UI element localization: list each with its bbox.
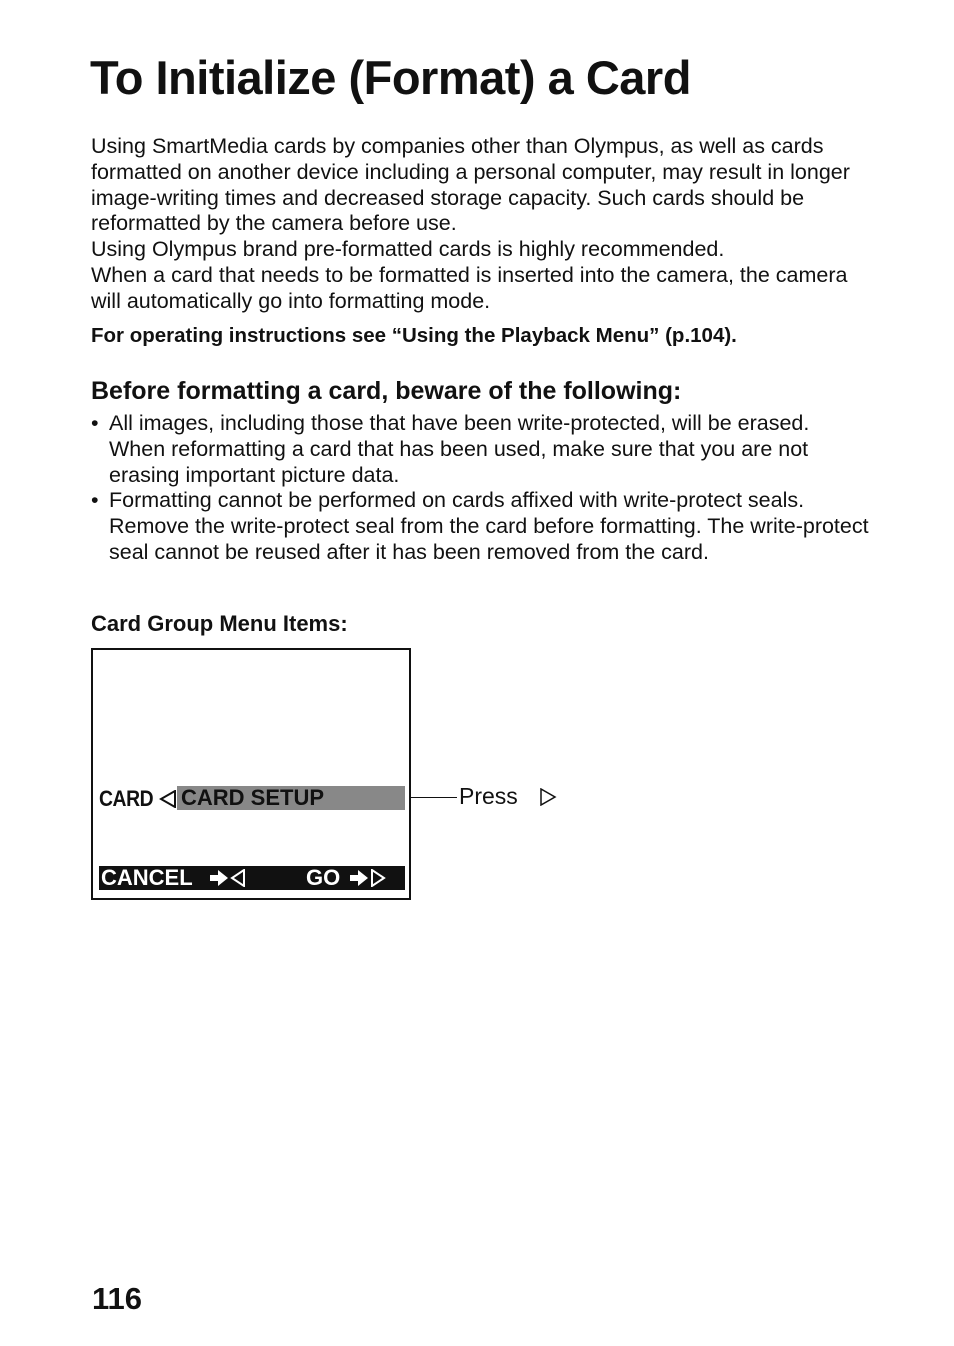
page-number: 116 (92, 1281, 143, 1316)
selected-menu-item (177, 786, 405, 810)
press-callout-label: Press (459, 783, 518, 809)
bullet: • (91, 488, 99, 513)
go-label: GO (306, 865, 341, 890)
menu-caption: Card Group Menu Items: (91, 611, 348, 636)
warnings-heading: Before formatting a card, beware of the following: (91, 377, 682, 405)
filled-arrow-icon (209, 869, 229, 887)
intro-paragraph: Using Olympus brand pre-formatted cards is highly recommended. (91, 237, 725, 262)
right-arrow-icon (539, 788, 557, 806)
screen-action-bar (99, 866, 405, 890)
filled-arrow-icon (349, 869, 369, 887)
bullet: • (91, 411, 99, 435)
cancel-label: CANCEL (101, 865, 193, 890)
list-item (91, 488, 871, 565)
menu-group-label: CARD (99, 786, 154, 811)
list-item (91, 411, 871, 488)
press-callout (459, 782, 518, 810)
operating-instructions-note: For operating instructions see “Using the Playback Menu” (p.104). (91, 324, 737, 347)
callout-line (411, 797, 457, 798)
list-item-text: Formatting cannot be performed on cards affixed with write-protect seals. Remove the write-protect seal from the card before formatting. The write-protect seal cannot be reused after it has been removed from the card. (109, 488, 869, 564)
selected-menu-item-label: CARD SETUP (181, 785, 325, 810)
camera-lcd-screen (91, 648, 411, 900)
left-arrow-icon (159, 790, 177, 808)
intro-text (91, 134, 871, 315)
warnings-list (91, 411, 871, 566)
intro-paragraph: When a card that needs to be formatted is inserted into the camera, the camera will automatically go into formatting mode. (91, 262, 848, 313)
intro-paragraph: Using SmartMedia cards by companies other than Olympus, as well as cards formatted on another device including a personal computer, may result in longer image-writing times and decreased storage capacity. Such cards should be reformatted by the camera before use. (91, 134, 850, 236)
list-item-text: All images, including those that have been write-protected, will be erased. When reformatting a card that has been used, make sure that you are not erasing important picture data. (109, 411, 810, 487)
menu-row (99, 786, 405, 812)
right-arrow-icon (370, 869, 386, 887)
left-arrow-icon (230, 869, 246, 887)
page-title: To Initialize (Format) a Card (90, 51, 691, 104)
